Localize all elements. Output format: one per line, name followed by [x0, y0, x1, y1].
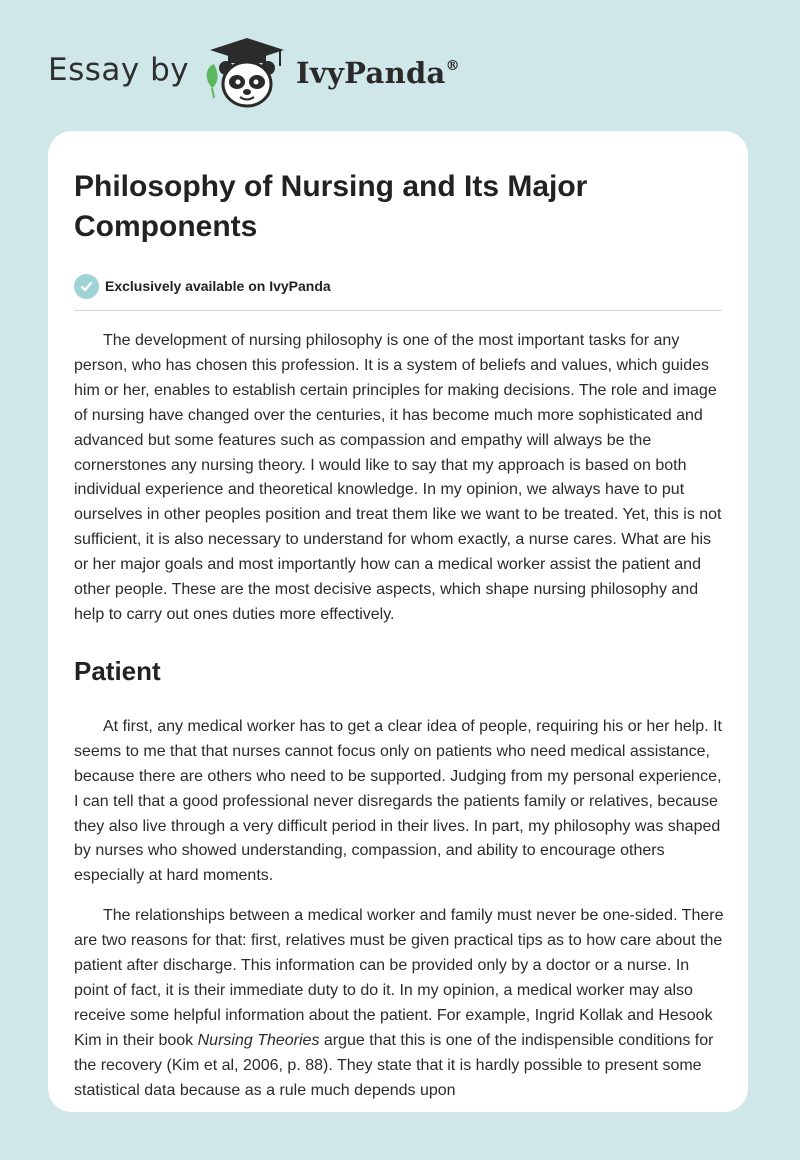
- badge-label: Exclusively available on IvyPanda: [105, 278, 331, 294]
- paragraph-text-part-2: argue that this is one of the indispensible conditions for the recovery (Kim et al, 2006, p. 88). They state that it is hardly possible to present some statistical data because as a rule much depends upon: [74, 1031, 714, 1099]
- paragraph-text-part-1: The relationships between a medical worker and family must never be one-sided. There are two reasons for that: first, relatives must be given practical tips as to how care about the patient after discharge. This information can be provided only by a doctor or a nurse. In point of fact, it is their immediate duty to do it. In my opinion, a medical worker may also receive some helpful information about the patient. For example, Ingrid Kollak and Hesook Kim in their book: [74, 907, 724, 1049]
- registered-mark: ®: [445, 58, 460, 74]
- section-heading-patient: Patient: [74, 655, 161, 686]
- brand-name[interactable]: IvyPanda®: [296, 56, 460, 90]
- book-title: Nursing Theories: [197, 1031, 320, 1049]
- patient-paragraph-2: [74, 904, 724, 1103]
- essay-card: [48, 131, 748, 1112]
- patient-paragraph-1: At first, any medical worker has to get a clear idea of people, requiring his or her help. It seems to me that that nurses cannot focus only on patients who need medical assistance, because there are others who need to be supported. Judging from my personal experience, I can tell that a good professional never disregards the patients family or relatives, because they also live through a very difficult period in their lives. In part, my philosophy was shaped by nurses who showed understanding, compassion, and ability to encourage others especially at hard moments.: [74, 717, 722, 885]
- essay-by-label: Essay by: [48, 52, 190, 88]
- panda-graduate-icon[interactable]: [200, 36, 294, 110]
- site-header: [0, 0, 800, 130]
- intro-paragraph: The development of nursing philosophy is one of the most important tasks for any person, who has chosen this profession. It is a system of beliefs and values, which guides him or her, enables to establish certain principles for making decisions. The role and image of nursing have changed over the centuries, it has become much more sophisticated and advanced but some features such as compassion and empathy will always be the cornerstones any nursing theory. I would like to say that my approach is based on both individual experience and theoretical knowledge. In my opinion, we always have to put ourselves in other peoples position and treat them like we want to be treated. Yet, this is not sufficient, it is also necessary to understand for whom exactly, a nurse cares. What are his or her major goals and most importantly how can a medical worker assist the patient and other people. These are the most decisive aspects, which shape nursing philosophy and help to carry out ones duties more effectively.: [74, 332, 722, 623]
- divider: [74, 310, 722, 311]
- exclusive-badge: [74, 273, 722, 299]
- check-icon: [74, 274, 99, 299]
- page-title: Philosophy of Nursing and Its Major Components: [74, 170, 588, 243]
